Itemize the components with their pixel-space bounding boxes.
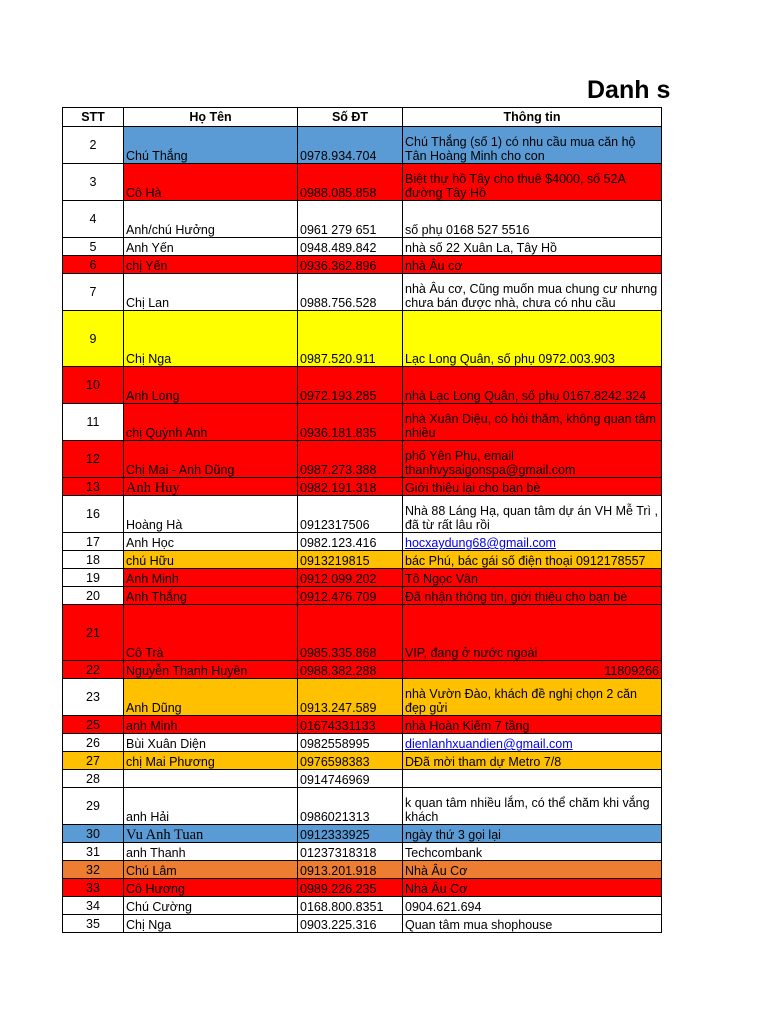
- cell-info[interactable]: nhà Lạc Long Quân, số phụ 0167.8242.324: [403, 367, 662, 404]
- table-row: [63, 897, 662, 915]
- table-row: [63, 679, 662, 716]
- table-row: [63, 661, 662, 679]
- cell-info-email-link[interactable]: hocxaydung68@gmail.com: [403, 533, 662, 551]
- cell-info[interactable]: Tô Ngọc Vân: [403, 569, 662, 587]
- cell-stt[interactable]: 9: [63, 311, 124, 367]
- sheet-title: Danh s: [587, 76, 671, 104]
- table-row: [63, 274, 662, 311]
- cell-phone[interactable]: 0913.247.589: [298, 679, 403, 716]
- table-row: [63, 367, 662, 404]
- cell-name[interactable]: Chú Lâm: [124, 861, 298, 879]
- cell-stt[interactable]: 35: [63, 915, 124, 933]
- table-row: [63, 256, 662, 274]
- table-row: [63, 734, 662, 752]
- cell-name[interactable]: Chị Nga: [124, 311, 298, 367]
- cell-phone[interactable]: 0985.335.868: [298, 605, 403, 661]
- header-row: [63, 108, 662, 127]
- cell-phone[interactable]: 0936.181.835: [298, 404, 403, 441]
- cell-phone[interactable]: 0961 279 651: [298, 201, 403, 238]
- cell-stt[interactable]: 33: [63, 879, 124, 897]
- cell-name[interactable]: Vu Anh Tuan: [124, 825, 298, 843]
- cell-stt[interactable]: 31: [63, 843, 124, 861]
- cell-name[interactable]: Chú Thắng: [124, 127, 298, 164]
- cell-phone[interactable]: 0976598383: [298, 752, 403, 770]
- cell-name[interactable]: chị Mai Phương: [124, 752, 298, 770]
- cell-name[interactable]: Nguyễn Thanh Huyền: [124, 661, 298, 679]
- table-row: [63, 770, 662, 788]
- table-row: [63, 752, 662, 770]
- cell-name[interactable]: Anh Huy: [124, 478, 298, 496]
- cell-stt[interactable]: 20: [63, 587, 124, 605]
- table-row: [63, 716, 662, 734]
- cell-stt[interactable]: 32: [63, 861, 124, 879]
- cell-stt[interactable]: 3: [63, 164, 124, 201]
- cell-phone[interactable]: 0168.800.8351: [298, 897, 403, 915]
- cell-phone[interactable]: 0988.382.288: [298, 661, 403, 679]
- cell-stt[interactable]: 27: [63, 752, 124, 770]
- header-info[interactable]: Thông tin: [403, 108, 662, 127]
- cell-stt[interactable]: 10: [63, 367, 124, 404]
- cell-name[interactable]: anh Thanh: [124, 843, 298, 861]
- cell-phone[interactable]: 0972.193.285: [298, 367, 403, 404]
- cell-name[interactable]: Cô Hương: [124, 879, 298, 897]
- cell-stt[interactable]: 21: [63, 605, 124, 661]
- cell-phone[interactable]: 0912333925: [298, 825, 403, 843]
- cell-info[interactable]: Giới thiệu lại cho bạn bè: [403, 478, 662, 496]
- table-row: [63, 843, 662, 861]
- cell-phone[interactable]: 0987.273.388: [298, 441, 403, 478]
- table-row: [63, 404, 662, 441]
- cell-phone[interactable]: 0988.756.528: [298, 274, 403, 311]
- cell-stt[interactable]: 30: [63, 825, 124, 843]
- cell-info[interactable]: Nhà Âu Cơ: [403, 861, 662, 879]
- cell-info[interactable]: Chú Thắng (số 1) có nhu cầu mua căn hộ Tân Hoàng Minh cho con: [403, 127, 662, 164]
- cell-stt[interactable]: 18: [63, 551, 124, 569]
- table-row: [63, 311, 662, 367]
- cell-phone[interactable]: 0989.226.235: [298, 879, 403, 897]
- cell-phone[interactable]: 0913219815: [298, 551, 403, 569]
- cell-name[interactable]: Chị Lan: [124, 274, 298, 311]
- cell-name[interactable]: Anh Dũng: [124, 679, 298, 716]
- table-row: [63, 127, 662, 164]
- table-row: [63, 569, 662, 587]
- cell-info[interactable]: 11809266: [403, 661, 662, 679]
- cell-phone[interactable]: 0914746969: [298, 770, 403, 788]
- cell-stt[interactable]: 29: [63, 788, 124, 825]
- cell-name[interactable]: Anh Thắng: [124, 587, 298, 605]
- cell-info[interactable]: Nhà Âu Cơ: [403, 879, 662, 897]
- table-row: [63, 825, 662, 843]
- cell-stt[interactable]: 22: [63, 661, 124, 679]
- cell-info[interactable]: Quan tâm mua shophouse: [403, 915, 662, 933]
- cell-phone[interactable]: 0982558995: [298, 734, 403, 752]
- cell-name[interactable]: Anh/chú Hưởng: [124, 201, 298, 238]
- cell-stt[interactable]: 34: [63, 897, 124, 915]
- cell-name[interactable]: Anh Minh: [124, 569, 298, 587]
- header-stt[interactable]: STT: [63, 108, 124, 127]
- cell-stt[interactable]: 5: [63, 238, 124, 256]
- cell-stt[interactable]: 4: [63, 201, 124, 238]
- table-row: [63, 238, 662, 256]
- cell-info[interactable]: Techcombank: [403, 843, 662, 861]
- cell-info[interactable]: Đã nhận thông tin, giới thiệu cho bạn bè: [403, 587, 662, 605]
- cell-phone[interactable]: 0986021313: [298, 788, 403, 825]
- cell-info-email-link[interactable]: dienlanhxuandien@gmail.com: [403, 734, 662, 752]
- contact-table: [62, 107, 662, 933]
- cell-stt[interactable]: 26: [63, 734, 124, 752]
- cell-phone[interactable]: 01237318318: [298, 843, 403, 861]
- cell-name[interactable]: Cô Hà: [124, 164, 298, 201]
- cell-info[interactable]: VIP, đang ở nước ngoài: [403, 605, 662, 661]
- header-phone[interactable]: Số ĐT: [298, 108, 403, 127]
- cell-phone[interactable]: 0903.225.316: [298, 915, 403, 933]
- cell-stt[interactable]: 28: [63, 770, 124, 788]
- cell-name[interactable]: Anh Học: [124, 533, 298, 551]
- table-row: [63, 861, 662, 879]
- cell-name[interactable]: chị Yến: [124, 256, 298, 274]
- cell-info[interactable]: DĐã mời tham dự Metro 7/8: [403, 752, 662, 770]
- cell-phone[interactable]: 0978.934.704: [298, 127, 403, 164]
- cell-info[interactable]: phố Yên Phụ, email thanhvysaigonspa@gmail.com: [403, 441, 662, 478]
- table-row: [63, 478, 662, 496]
- table-row: [63, 788, 662, 825]
- cell-stt[interactable]: 13: [63, 478, 124, 496]
- cell-info[interactable]: Lạc Long Quân, số phụ 0972.003.903: [403, 311, 662, 367]
- cell-name[interactable]: Chú Cường: [124, 897, 298, 915]
- cell-info[interactable]: nhà Vườn Đào, khách đề nghị chọn 2 căn đẹp gửi: [403, 679, 662, 716]
- table-row: [63, 915, 662, 933]
- cell-stt[interactable]: 17: [63, 533, 124, 551]
- cell-info[interactable]: nhà Âu cơ, Cũng muốn mua chung cư nhưng chưa bán được nhà, chưa có nhu cầu: [403, 274, 662, 311]
- cell-name[interactable]: Chị Mai - Anh Dũng: [124, 441, 298, 478]
- cell-stt[interactable]: 19: [63, 569, 124, 587]
- cell-name[interactable]: [124, 770, 298, 788]
- cell-info[interactable]: số phụ 0168 527 5516: [403, 201, 662, 238]
- cell-phone[interactable]: 0912.476.709: [298, 587, 403, 605]
- cell-name[interactable]: Chị Nga: [124, 915, 298, 933]
- cell-info[interactable]: ngày thứ 3 gọi lại: [403, 825, 662, 843]
- cell-name[interactable]: chú Hữu: [124, 551, 298, 569]
- header-name[interactable]: Họ Tên: [124, 108, 298, 127]
- cell-name[interactable]: Cô Trà: [124, 605, 298, 661]
- cell-info[interactable]: nhà Hoàn Kiếm 7 tầng: [403, 716, 662, 734]
- cell-phone[interactable]: 01674331133: [298, 716, 403, 734]
- cell-stt[interactable]: 25: [63, 716, 124, 734]
- cell-info[interactable]: Biệt thự hồ Tây cho thuê $4000, số 52A đường Tây Hồ: [403, 164, 662, 201]
- table-row: [63, 605, 662, 661]
- table-row: [63, 533, 662, 551]
- cell-stt[interactable]: 12: [63, 441, 124, 478]
- cell-phone[interactable]: 0936.362.896: [298, 256, 403, 274]
- cell-name[interactable]: Bùi Xuân Diện: [124, 734, 298, 752]
- cell-stt[interactable]: 16: [63, 496, 124, 533]
- cell-phone[interactable]: 0948.489.842: [298, 238, 403, 256]
- table-row: [63, 587, 662, 605]
- cell-name[interactable]: Anh Yến: [124, 238, 298, 256]
- cell-phone[interactable]: 0988.085.858: [298, 164, 403, 201]
- cell-info[interactable]: k quan tâm nhiều lắm, có thể chăm khi vắng khách: [403, 788, 662, 825]
- cell-info[interactable]: [403, 770, 662, 788]
- cell-info[interactable]: Nhà 88 Láng Hạ, quan tâm dự án VH Mễ Trì , đã từ rất lâu rồi: [403, 496, 662, 533]
- table-row: [63, 201, 662, 238]
- table-row: [63, 164, 662, 201]
- table-row: [63, 879, 662, 897]
- table-row: [63, 441, 662, 478]
- cell-phone[interactable]: 0912317506: [298, 496, 403, 533]
- cell-name[interactable]: chị Quỳnh Anh: [124, 404, 298, 441]
- cell-stt[interactable]: 23: [63, 679, 124, 716]
- table-row: [63, 496, 662, 533]
- cell-stt[interactable]: 2: [63, 127, 124, 164]
- cell-name[interactable]: Hoàng Hà: [124, 496, 298, 533]
- cell-name[interactable]: anh Minh: [124, 716, 298, 734]
- cell-stt[interactable]: 11: [63, 404, 124, 441]
- cell-phone[interactable]: 0913.201.918: [298, 861, 403, 879]
- cell-phone[interactable]: 0982.123.416: [298, 533, 403, 551]
- cell-info[interactable]: nhà số 22 Xuân La, Tây Hồ: [403, 238, 662, 256]
- cell-name[interactable]: Anh Long: [124, 367, 298, 404]
- cell-stt[interactable]: 6: [63, 256, 124, 274]
- cell-info[interactable]: bác Phú, bác gái số điện thoại 0912178557: [403, 551, 662, 569]
- cell-phone[interactable]: 0982.191.318: [298, 478, 403, 496]
- cell-stt[interactable]: 7: [63, 274, 124, 311]
- cell-info[interactable]: nhà Xuân Diệu, có hỏi thăm, không quan tâm nhiều: [403, 404, 662, 441]
- cell-name[interactable]: anh Hải: [124, 788, 298, 825]
- cell-info[interactable]: nhà Âu cơ: [403, 256, 662, 274]
- cell-phone[interactable]: 0987.520.911: [298, 311, 403, 367]
- cell-info[interactable]: 0904.621.694: [403, 897, 662, 915]
- table-row: [63, 551, 662, 569]
- cell-phone[interactable]: 0912.099.202: [298, 569, 403, 587]
